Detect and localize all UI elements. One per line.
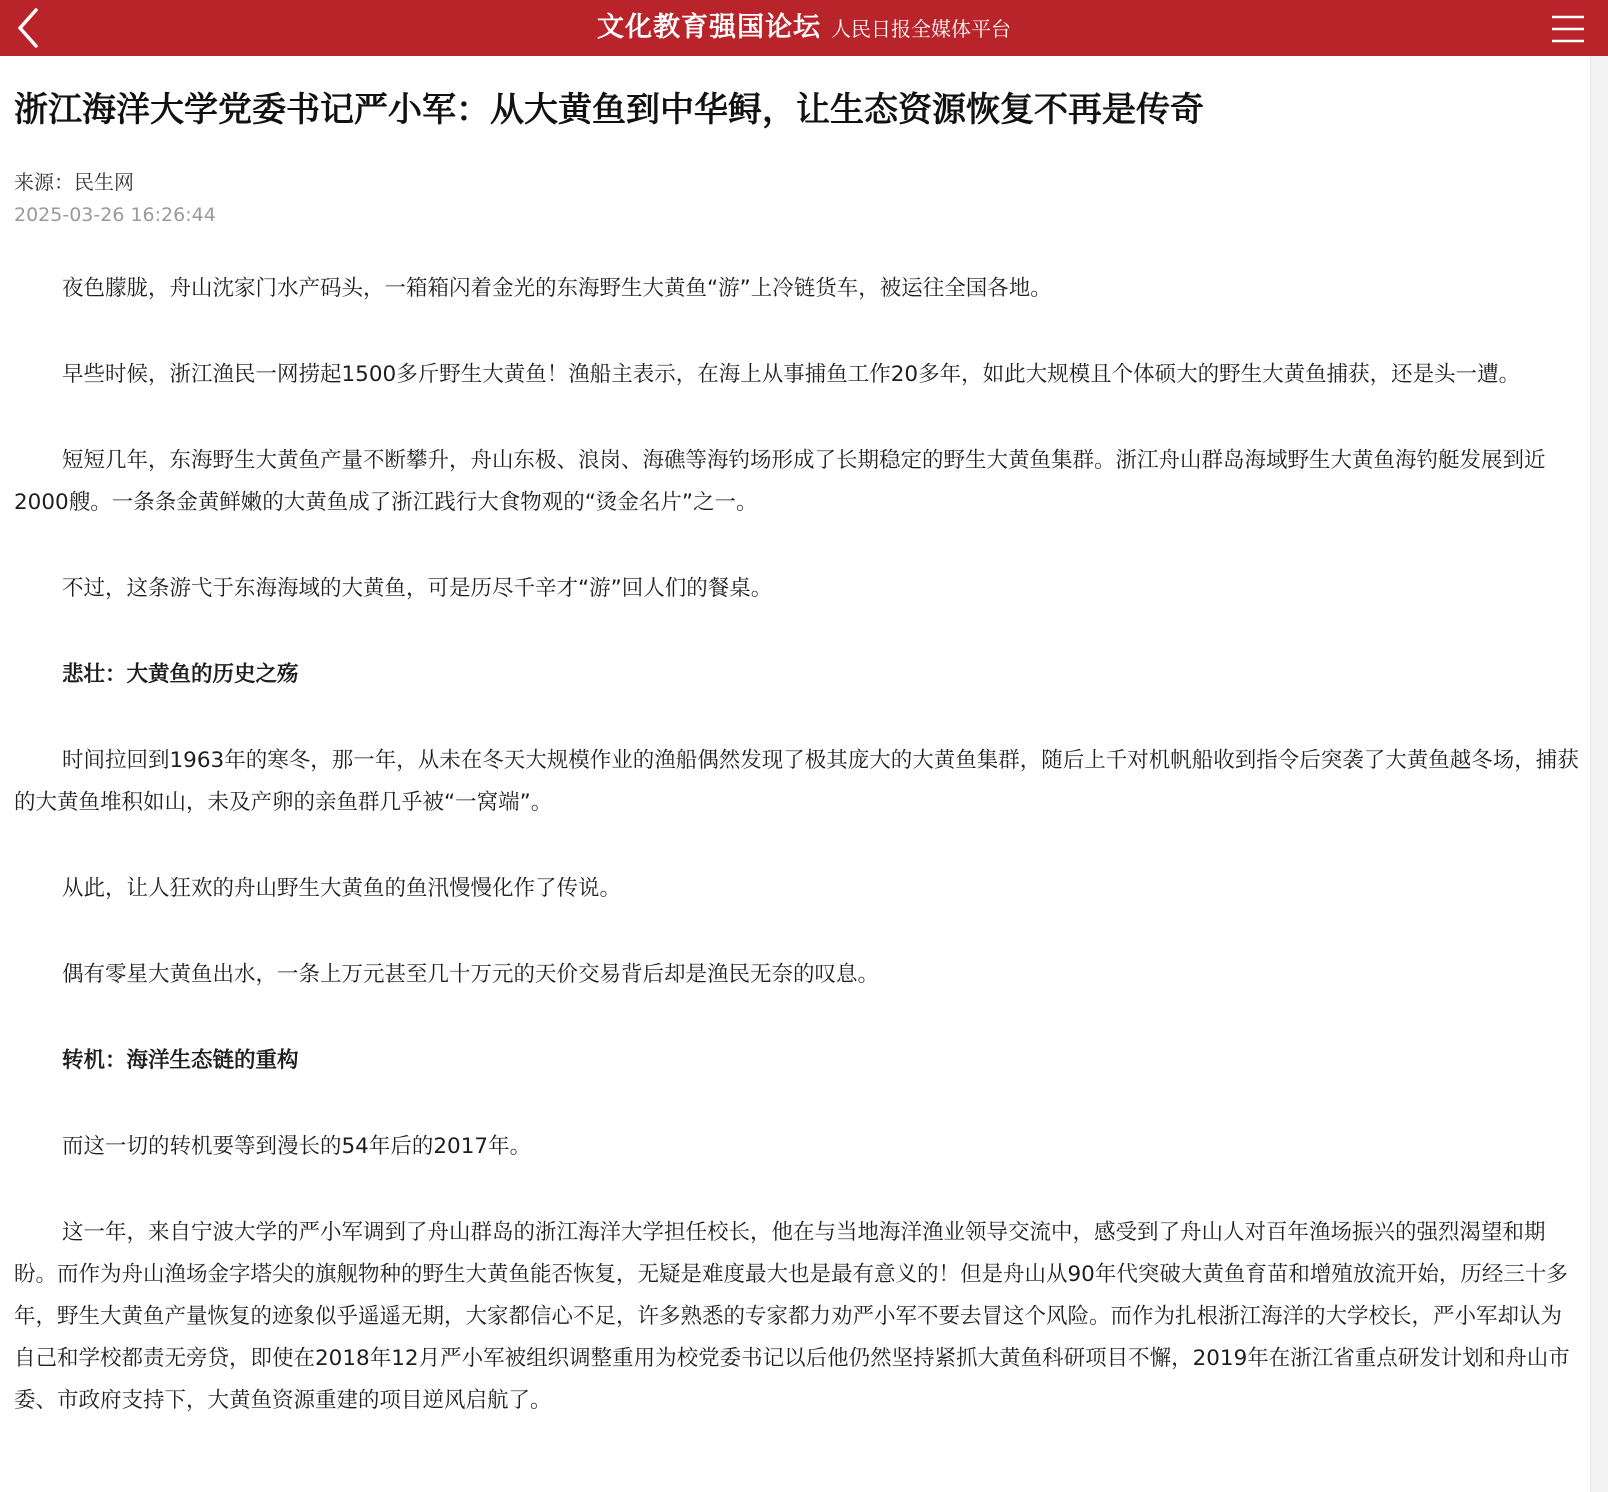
hamburger-menu-icon xyxy=(1548,12,1588,46)
article-paragraph: 时间拉回到1963年的寒冬，那一年，从未在冬天大规模作业的渔船偶然发现了极其庞大的大黄鱼集群，随后上千对机帆船收到指令后突袭了大黄鱼越冬场，捕获的大黄鱼堆积如山，未及产卵的亲鱼群几乎被“一窝端”。 xyxy=(14,748,1579,815)
site-subtitle: 人民日报全媒体平台 xyxy=(831,17,1011,41)
article-paragraph: 这一年，来自宁波大学的严小军调到了舟山群岛的浙江海洋大学担任校长，他在与当地海洋渔业领导交流中，感受到了舟山人对百年渔场振兴的强烈渴望和期盼。而作为舟山渔场金字塔尖的旗舰物种的野生大黄鱼能否恢复，无疑是难度最大也是最有意义的！但是舟山从90年代突破大黄鱼育苗和增殖放流开始，历经三十多年，野生大黄鱼产量恢复的迹象似乎遥遥无期，大家都信心不足，许多熟悉的专家都力劝严小军不要去冒这个风险。而作为扎根浙江海洋的大学校长，严小军却认为自己和学校都责无旁贷，即使在2018年12月严小军被组织调整重用为校党委书记以后他仍然坚持紧抓大黄鱼科研项目不懈，2019年在浙江省重点研发计划和舟山市委、市政府支持下，大黄鱼资源重建的项目逆风启航了。 xyxy=(14,1220,1570,1413)
article-paragraph: 夜色朦胧，舟山沈家门水产码头，一箱箱闪着金光的东海野生大黄鱼“游”上冷链货车，被运往全国各地。 xyxy=(62,276,1052,301)
article-paragraph: 而这一切的转机要等到漫长的54年后的2017年。 xyxy=(62,1134,532,1159)
article-paragraph: 不过，这条游弋于东海海域的大黄鱼，可是历尽千辛才“游”回人们的餐桌。 xyxy=(62,576,773,601)
section-heading: 悲壮：大黄鱼的历史之殇 xyxy=(62,662,299,687)
vertical-scrollbar[interactable] xyxy=(1590,56,1608,1492)
site-brand: 文化教育强国论坛 xyxy=(597,12,821,43)
article-paragraph: 偶有零星大黄鱼出水，一条上万元甚至几十万元的天价交易背后却是渔民无奈的叹息。 xyxy=(62,962,880,987)
article-paragraph: 短短几年，东海野生大黄鱼产量不断攀升，舟山东极、浪岗、海礁等海钓场形成了长期稳定的野生大黄鱼集群。浙江舟山群岛海域野生大黄鱼海钓艇发展到近2000艘。一条条金黄鲜嫩的大黄鱼成了浙江践行大食物观的“烫金名片”之一。 xyxy=(14,448,1546,515)
section-heading: 转机：海洋生态链的重构 xyxy=(62,1048,299,1073)
article xyxy=(14,56,1582,1466)
top-header-bar xyxy=(0,0,1608,56)
article-body xyxy=(14,268,1582,1422)
article-source: 来源：民生网 xyxy=(14,170,134,194)
header-title xyxy=(0,0,1608,56)
article-title: 浙江海洋大学党委书记严小军：从大黄鱼到中华鲟，让生态资源恢复不再是传奇 xyxy=(14,90,1204,130)
article-paragraph: 从此，让人狂欢的舟山野生大黄鱼的鱼汛慢慢化作了传说。 xyxy=(62,876,622,901)
menu-button[interactable] xyxy=(1548,12,1588,46)
article-paragraph: 早些时候，浙江渔民一网捞起1500多斤野生大黄鱼！渔船主表示，在海上从事捕鱼工作20多年，如此大规模且个体硕大的野生大黄鱼捕获，还是头一遭。 xyxy=(62,362,1521,387)
article-date: 2025-03-26 16:26:44 xyxy=(14,204,216,226)
